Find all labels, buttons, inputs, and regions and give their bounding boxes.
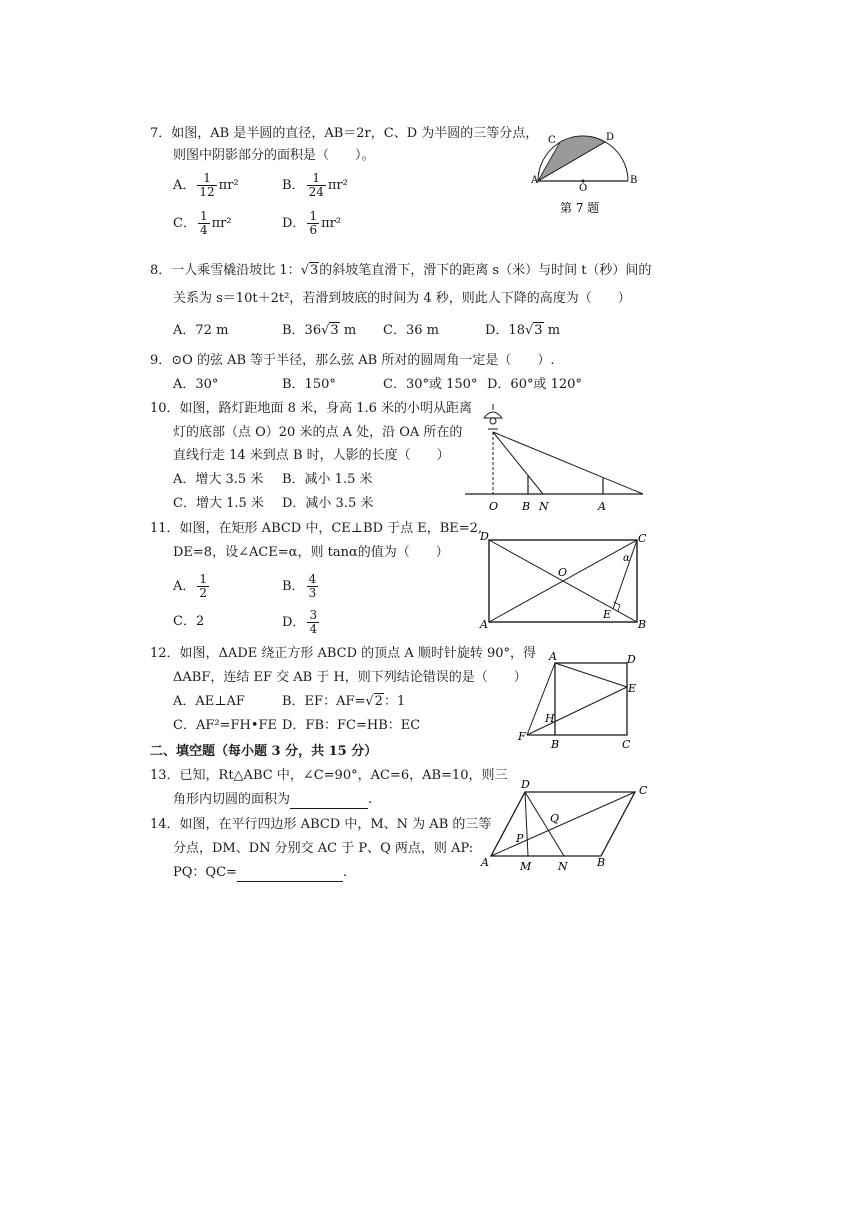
q11-option-a: A． $\frac{1}{2}$: [173, 572, 208, 600]
q11-line2: DE=8，设∠ACE=α，则 tanα的值为（ ）: [173, 545, 449, 560]
q11-label-e: E: [603, 608, 612, 621]
q12-label-h: H: [545, 712, 555, 725]
q11-label-d: D: [480, 530, 489, 543]
q14-label-p: P: [516, 832, 524, 845]
q10-line2: 灯的底部（点 O）20 米的点 A 处，沿 OA 所在的: [173, 425, 463, 440]
q7-option-b: B． $\frac{1}{24}$ πr²: [282, 171, 348, 199]
q7-label-c: C: [548, 135, 556, 146]
q10-label-n: N: [539, 500, 549, 513]
lamp-icon: [484, 404, 502, 429]
q8-option-c: C．36 m: [383, 323, 439, 338]
q10-line1: 10．如图，路灯距地面 8 米，身高 1.6 米的小明从距离: [150, 401, 473, 416]
q11-label-a: A: [480, 618, 488, 631]
q11-option-b: B． $\frac{4}{3}$: [282, 572, 317, 600]
q10-option-c: C．增大 1.5 米: [173, 496, 264, 511]
q11-option-c: C．2: [173, 614, 205, 629]
q14-label-c: C: [639, 784, 648, 797]
q7-figure-caption: 第 7 题: [560, 201, 600, 215]
q11-label-b: B: [638, 618, 647, 631]
q12-figure: [510, 648, 645, 750]
q14-label-n: N: [558, 860, 568, 873]
q10-figure: [455, 402, 655, 514]
q9-option-d: D．60°或 120°: [487, 377, 582, 392]
q12-option-b: B．EF：AF=√2：1: [282, 694, 406, 709]
q14-line1: 14．如图，在平行四边形 ABCD 中，M、N 为 AB 的三等: [150, 817, 492, 832]
q7-label-a: A: [531, 175, 539, 186]
q11-line1: 11．如图，在矩形 ABCD 中，CE⊥BD 于点 E，BE=2,: [150, 521, 483, 536]
q8-option-a: A．72 m: [173, 323, 229, 338]
q10-option-b: B．减小 1.5 米: [282, 472, 373, 487]
q12-line2: ΔABF，连结 EF 交 AB 于 H，则下列结论错误的是（ ）: [173, 670, 527, 685]
q10-line3: 直线行走 14 米到点 B 时，人影的长度（ ）: [173, 448, 450, 463]
q9-option-a: A．30°: [173, 377, 219, 392]
q12-label-a: A: [549, 650, 557, 663]
q7-option-d: D． $\frac{1}{6}$ πr²: [282, 209, 342, 237]
q7-label-o: O: [579, 183, 588, 194]
q14-answer-blank[interactable]: [237, 867, 343, 882]
q12-option-a: A．AE⊥AF: [173, 694, 245, 709]
q9-option-c: C．30°或 150°: [383, 377, 478, 392]
q14-figure: [478, 778, 658, 874]
q8-option-d: D．18√3 m: [485, 323, 561, 338]
q12-label-f: F: [518, 730, 526, 743]
q8-option-b: B．36√3 m: [282, 323, 357, 338]
q12-label-b: B: [551, 738, 560, 750]
q10-label-a: A: [598, 500, 606, 513]
q7-label-b: B: [630, 175, 638, 186]
q14-label-m: M: [520, 860, 532, 873]
q12-option-c: C．AF²=FH•FE: [173, 718, 277, 733]
q11-figure: [476, 530, 656, 632]
q14-label-b: B: [597, 856, 606, 869]
q10-label-b: B: [522, 500, 531, 513]
q12-label-e: E: [628, 682, 637, 695]
q11-label-alpha: α: [623, 553, 630, 564]
q12-label-d: D: [627, 653, 636, 666]
section-2-heading: 二、填空题（每小题 3 分，共 15 分）: [150, 744, 378, 759]
q11-option-d: D． $\frac{3}{4}$: [282, 608, 318, 636]
q13-line1: 13．已知，Rt△ABC 中，∠C=90°，AC=6，AB=10，则三: [150, 768, 508, 783]
q14-label-d: D: [521, 778, 530, 791]
q11-label-c: C: [638, 532, 647, 545]
q7-option-c: C． $\frac{1}{4}$ πr²: [173, 209, 232, 237]
q7-option-a: A． $\frac{1}{12}$ πr²: [173, 171, 239, 199]
q10-option-a: A．增大 3.5 米: [173, 472, 264, 487]
q12-line1: 12．如图，ΔADE 绕正方形 ABCD 的顶点 A 顺时针旋转 90°，得: [150, 646, 537, 661]
q14-label-a: A: [481, 856, 489, 869]
q14-line3: PQ：QC= .: [173, 865, 348, 880]
q9-option-b: B．150°: [282, 377, 336, 392]
q11-label-o: O: [558, 566, 568, 579]
q12-label-c: C: [622, 738, 631, 750]
q7-line2: 则图中阴影部分的面积是（ ）。: [173, 148, 375, 163]
q13-answer-blank[interactable]: [290, 794, 368, 809]
q8-line2: 关系为 s＝10t＋2t²，若滑到坡底的时间为 4 秒，则此人下降的高度为（ ）: [173, 291, 631, 306]
q7-figure: [528, 126, 638, 218]
q10-option-d: D．减小 3.5 米: [282, 496, 374, 511]
q13-line2: 角形内切圆的面积为 .: [173, 792, 373, 807]
q9-line1: 9．⊙O 的弦 AB 等于半径，那么弦 AB 所对的圆周角一定是（ ）.: [150, 353, 555, 368]
q10-label-o: O: [489, 500, 499, 513]
q14-line2: 分点，DM、DN 分别交 AC 于 P、Q 两点，则 AP:: [173, 841, 474, 856]
q8-line1: 8．一人乘雪橇沿坡比 1：√3的斜坡笔直滑下，滑下的距离 s（米）与时间 t（秒）间的: [150, 263, 652, 278]
q7-label-d: D: [606, 132, 615, 143]
q14-label-q: Q: [550, 812, 560, 825]
q12-option-d: D．FB：FC=HB：EC: [282, 718, 421, 733]
q7-line1: 7．如图，AB 是半圆的直径，AB＝2r，C、D 为半圆的三等分点，: [150, 126, 539, 141]
